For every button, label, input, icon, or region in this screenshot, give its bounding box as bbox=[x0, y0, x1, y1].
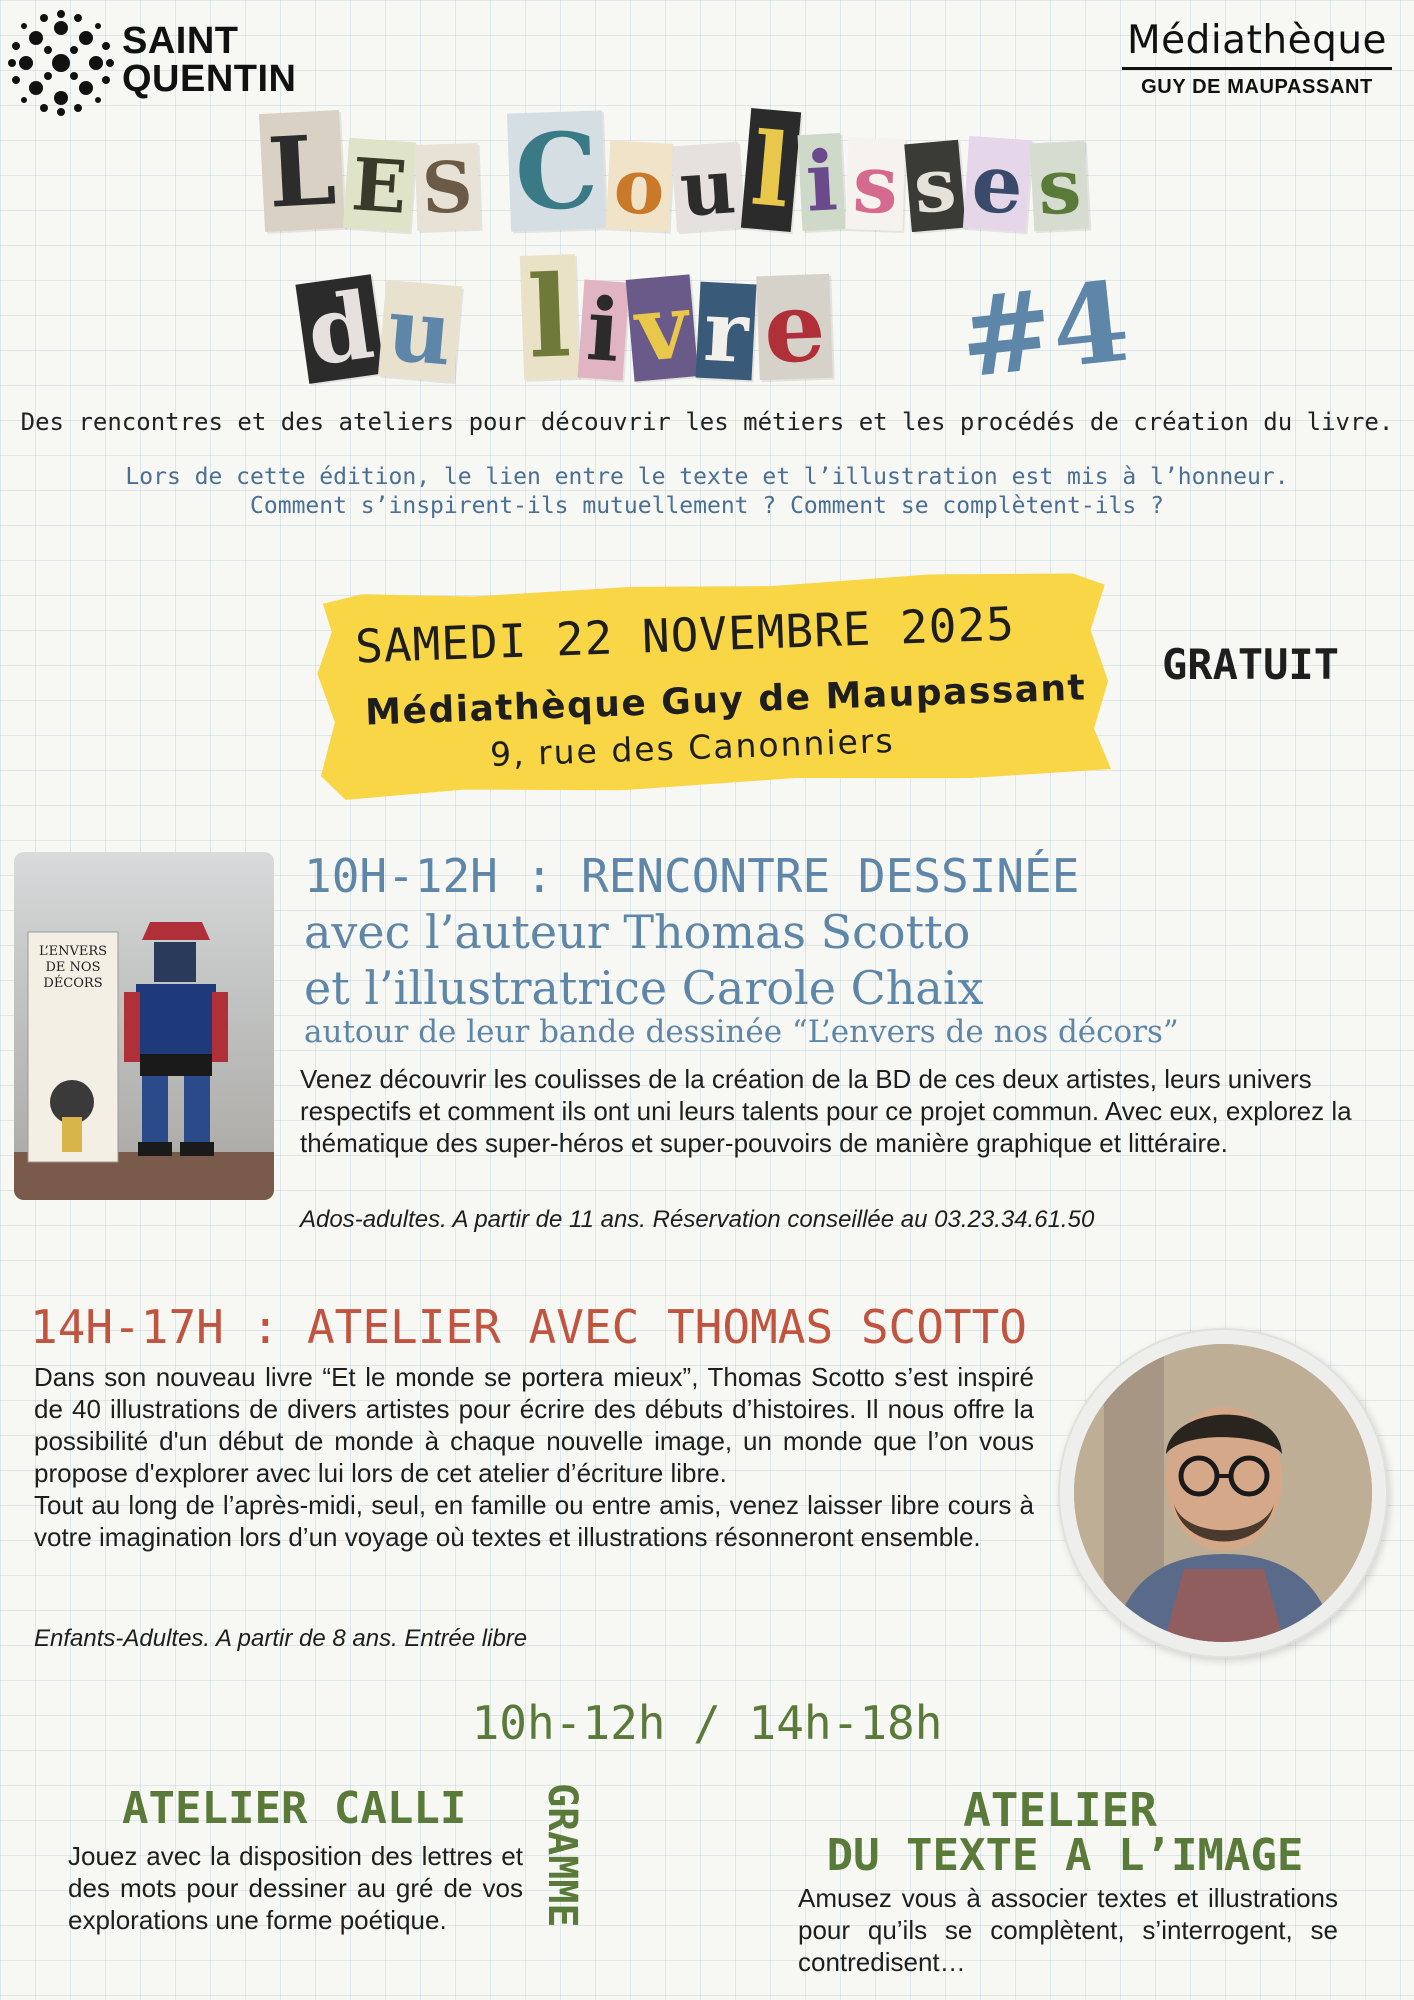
session1-description: Venez découvrir les coulisses de la création de la BD de ces deux artistes, leurs univers respectifs et comment ils ont uni leurs talents pour ce projet commun. Avec eux, explorez la thématique des super-héros et super-pouvoirs de manière graphique et littéraire. bbox=[300, 1064, 1352, 1158]
city-logo-line1: SAINT bbox=[122, 20, 239, 62]
workshop-texte-image-title1: ATELIER bbox=[963, 1783, 1157, 1837]
title-letter: l bbox=[520, 254, 579, 380]
title-line1 bbox=[260, 108, 1089, 234]
author-portrait bbox=[1074, 1344, 1372, 1642]
session3-time: 10h-12h / 14h-18h bbox=[471, 1696, 943, 1750]
workshop-calligramme-title: ATELIER CALLI bbox=[122, 1783, 467, 1834]
person-icon bbox=[1074, 1344, 1372, 1642]
edition-number: #4 bbox=[953, 256, 1135, 403]
workshop-calligramme-description: Jouez avec la disposition des lettres et des mots pour dessiner au gré de vos explorations une forme poétique. bbox=[68, 1841, 523, 1935]
title-letter: i bbox=[577, 280, 628, 381]
edition-text bbox=[0, 463, 1414, 521]
title-letter: r bbox=[695, 282, 756, 381]
workshop-calligramme-title-vertical: GRAMME bbox=[539, 1783, 585, 1928]
session1-subtitle: autour de leur bande dessinée “L’envers de nos décors” bbox=[304, 1014, 1179, 1050]
title-letter: C bbox=[507, 110, 606, 231]
library-logo-subtitle: GUY DE MAUPASSANT bbox=[1141, 76, 1373, 98]
title-letter: L bbox=[259, 110, 345, 232]
session2-paragraph1: Dans son nouveau livre “Et le monde se portera mieux”, Thomas Scotto s’est inspiré de 40 illustrations de divers artistes pour écrire des débuts d’histoires. Il nous offre la possibilité d'un début de monde à chaque nouvelle image, un monde que l’on vous propose d'explorer avec lui lors de cet atelier d’écriture libre. bbox=[34, 1362, 1034, 1488]
edition-line1: Lors de cette édition, le lien entre le texte et l’illustration est mis à l’honneur. bbox=[125, 464, 1289, 490]
title-letter: e bbox=[756, 274, 833, 380]
title-letter: S bbox=[415, 143, 481, 231]
edition-line2: Comment s’inspirent-ils mutuellement ? Comment se complètent-ils ? bbox=[250, 493, 1164, 519]
library-logo-title: Médiathèque bbox=[1122, 18, 1392, 70]
session1-author: avec l’auteur Thomas Scotto bbox=[304, 905, 971, 959]
title-letter: i bbox=[797, 133, 845, 231]
workshop-texte-image-description: Amusez vous à associer textes et illustrations pour qu’ils se complètent, s’interrogent, se contredisent… bbox=[798, 1883, 1338, 1977]
title-letter: l bbox=[741, 108, 801, 232]
title-letter: s bbox=[845, 137, 905, 231]
title-letter: s bbox=[1030, 141, 1089, 232]
title-letter: u bbox=[378, 280, 462, 382]
book-photo bbox=[14, 852, 274, 1200]
title-letter: u bbox=[672, 142, 745, 232]
price-label: GRATUIT bbox=[1162, 640, 1340, 689]
session1-illustrator: et l’illustratrice Carole Chaix bbox=[304, 961, 984, 1015]
event-date: SAMEDI 22 NOVEMBRE 2025 bbox=[354, 596, 1016, 674]
event-address: 9, rue des Canonniers bbox=[489, 720, 896, 775]
rosette-icon bbox=[6, 8, 116, 118]
title-line2 bbox=[300, 250, 833, 387]
book-cover-text: L’ENVERS DE NOS DÉCORS bbox=[38, 944, 108, 991]
robot-figure-icon bbox=[14, 852, 274, 1200]
title-letter: d bbox=[295, 274, 385, 384]
session2-audience-note: Enfants-Adultes. A partir de 8 ans. Entrée libre bbox=[34, 1625, 528, 1652]
title-letter: e bbox=[962, 136, 1031, 232]
title-letter: o bbox=[605, 140, 672, 231]
title-letter: v bbox=[625, 274, 698, 381]
title-letter: s bbox=[904, 140, 965, 232]
session2-description bbox=[34, 1361, 1034, 1553]
event-place: Médiathèque Guy de Maupassant bbox=[364, 667, 1087, 734]
session1-title: 10H-12H : RENCONTRE DESSINÉE bbox=[304, 849, 1080, 903]
session2-paragraph2: Tout au long de l’après-midi, seul, en famille ou entre amis, venez laisser libre cours à votre imagination lors d’un voyage où textes et illustrations résonneront ensemble. bbox=[34, 1490, 1034, 1552]
workshop-texte-image-title2: DU TEXTE A L’IMAGE bbox=[826, 1830, 1304, 1881]
city-logo-line2: QUENTIN bbox=[122, 58, 297, 100]
session2-title: 14H-17H : ATELIER AVEC THOMAS SCOTTO bbox=[30, 1300, 1027, 1354]
session1-audience-note: Ados-adultes. A partir de 11 ans. Réservation conseillée au 03.23.34.61.50 bbox=[300, 1206, 1095, 1233]
title-letter: E bbox=[342, 138, 415, 232]
intro-text: Des rencontres et des ateliers pour découvrir les métiers et les procédés de création du livre. bbox=[20, 408, 1394, 436]
saint-quentin-wordmark bbox=[122, 22, 297, 98]
mediatheque-logo bbox=[1122, 18, 1392, 99]
